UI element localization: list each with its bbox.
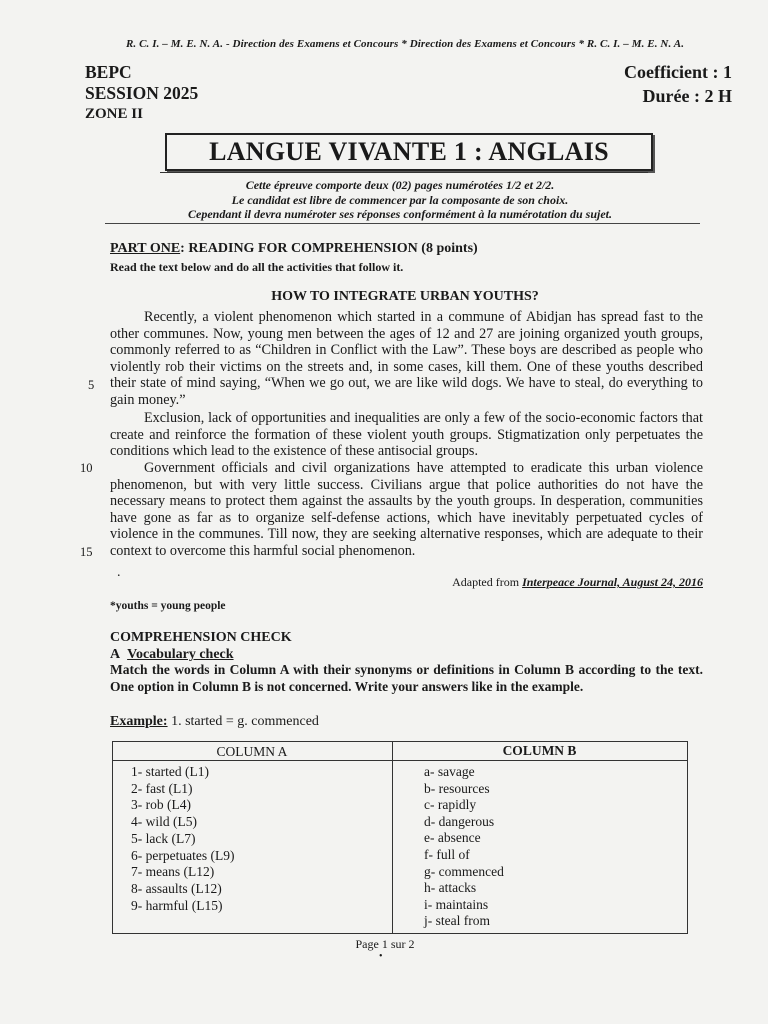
column-a-item: 4- wild (L5) bbox=[131, 814, 197, 830]
intro-line: Le candidat est libre de commencer par la composante de son choix. bbox=[231, 192, 569, 207]
exam-intro bbox=[110, 178, 690, 222]
column-b-item: g- commenced bbox=[424, 863, 504, 879]
part-one-heading bbox=[110, 241, 478, 257]
source-prefix: Adapted from bbox=[452, 575, 523, 589]
column-b-header: COLUMN B bbox=[502, 743, 577, 758]
exam-zone: ZONE II bbox=[85, 106, 143, 122]
column-b-item: d- dangerous bbox=[424, 813, 495, 829]
reading-text-title: HOW TO INTEGRATE URBAN YOUTHS? bbox=[271, 289, 539, 304]
column-b-item: e- absence bbox=[424, 830, 481, 846]
example-text: 1. started = g. commenced bbox=[167, 714, 319, 729]
column-b-item: c- rapidly bbox=[424, 797, 477, 813]
exam-meta bbox=[560, 60, 732, 108]
column-a-item: 1- started (L1) bbox=[131, 764, 209, 779]
column-a-item: 8- assaults (L12) bbox=[131, 880, 222, 896]
subject-title-box bbox=[165, 133, 653, 171]
part-one-title: : READING FOR COMPREHENSION (8 points) bbox=[180, 241, 478, 256]
line-number-10: 10 bbox=[80, 461, 93, 475]
column-b-item: f- full of bbox=[424, 846, 470, 862]
part-one-label: PART ONE bbox=[110, 241, 181, 256]
column-a-item: 5- lack (L7) bbox=[131, 830, 196, 846]
column-a-header: COLUMN A bbox=[216, 744, 288, 759]
coefficient: Coefficient : 1 bbox=[624, 62, 732, 82]
stray-dot: . bbox=[117, 565, 121, 580]
part-one-instruction: Read the text below and do all the activities that follow it. bbox=[110, 260, 404, 274]
title-underline bbox=[160, 172, 648, 173]
column-a-list bbox=[131, 764, 234, 914]
column-b-item: i- maintains bbox=[424, 896, 489, 912]
column-a-item: 7- means (L12) bbox=[131, 864, 215, 880]
reading-paragraph-3: Government officials and civil organizations have attempted to eradicate this urban violence phenomenon, but with very little success. Civilians argue that police authorities do not have the necessary means to protect them against the assaults by the youth groups. In desperation, communities have gone as far as to organize self-defense actions, which have inevitably perpetuated cycles of violence in the communes. Till now, they are seeking alternative responses, which are adequate to their context to overcome this harmful social phenomenon. bbox=[110, 460, 703, 559]
table-header-rule bbox=[112, 760, 687, 761]
header-ministry-line: R. C. I. – M. E. N. A. - Direction des Examens et Concours * Direction des Examens et Concours * R. C. I. – M. E. N. A. bbox=[125, 38, 685, 50]
column-a-item: 3- rob (L4) bbox=[131, 797, 191, 813]
exam-info bbox=[85, 62, 198, 125]
duration: Durée : 2 H bbox=[642, 86, 732, 106]
vocabulary-instructions: Match the words in Column A with their synonyms or definitions in Column B according to the text. One option in Column B is not concerned. Write your answers like in the example. bbox=[110, 662, 703, 694]
intro-line: Cette épreuve comporte deux (02) pages numérotées 1/2 et 2/2. bbox=[245, 178, 555, 192]
reading-paragraph-1: Recently, a violent phenomenon which started in a commune of Abidjan has spread fast to the other communes. Now, young men between the ages of 12 and 27 are joining organized youth groups, commonly referred to as “Children in Conflict with the Law”. These boys are described as people who violently rob their victims on the streets and, in some cases, kill them. One of these youths described their state of mind saying, “When we go out, we are like wild dogs. We have to steal, do everything to gain money.” bbox=[110, 309, 703, 408]
column-a-item: 9- harmful (L15) bbox=[131, 897, 223, 913]
section-letter: A bbox=[110, 647, 121, 662]
example bbox=[110, 714, 319, 730]
column-b-item: a- savage bbox=[424, 764, 475, 779]
column-b-item: b- resources bbox=[424, 780, 490, 796]
page-number: Page 1 sur 2 bbox=[355, 937, 415, 951]
column-b-item: h- attacks bbox=[424, 880, 477, 896]
column-a-item: 2- fast (L1) bbox=[131, 780, 193, 796]
column-b-item: j- steal from bbox=[424, 913, 490, 929]
column-b-list bbox=[424, 764, 504, 930]
intro-divider bbox=[105, 223, 700, 224]
exam-session: SESSION 2025 bbox=[85, 83, 199, 103]
exam-name: BEPC bbox=[85, 62, 132, 82]
section-title: Vocabulary check bbox=[127, 647, 234, 662]
line-number-5: 5 bbox=[88, 378, 95, 392]
footnote: *youths = young people bbox=[110, 600, 226, 612]
comprehension-heading: COMPREHENSION CHECK bbox=[110, 630, 292, 645]
text-source bbox=[300, 575, 703, 590]
table-column-divider bbox=[392, 741, 393, 933]
column-a-item: 6- perpetuates (L9) bbox=[131, 847, 235, 863]
footer-dot: • bbox=[379, 951, 383, 962]
line-number-15: 15 bbox=[80, 545, 93, 559]
intro-line: Cependant il devra numéroter ses réponses conformément à la numérotation du sujet. bbox=[187, 207, 613, 221]
reading-paragraph-2: Exclusion, lack of opportunities and inequalities are only a few of the socio-economic factors that create and reinforce the formation of these violent youth groups. Stigmatization only perpetuates the conditions which lead to the existence of these antisocial groups. bbox=[110, 410, 703, 460]
example-label: Example: bbox=[110, 714, 168, 729]
source-title: Interpeace Journal, August 24, 2016 bbox=[522, 575, 703, 589]
subject-title: LANGUE VIVANTE 1 : ANGLAIS bbox=[209, 137, 609, 166]
